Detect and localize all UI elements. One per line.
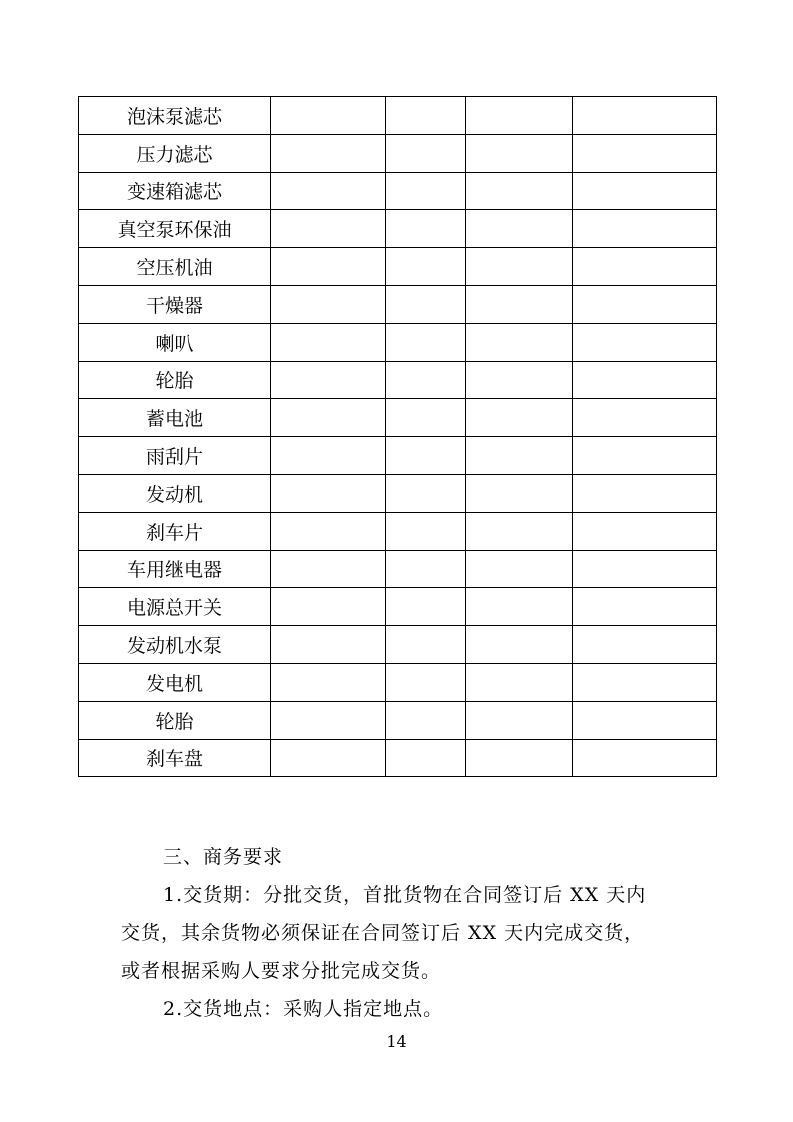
empty-cell — [466, 550, 573, 588]
table-row — [79, 172, 717, 210]
table-row — [79, 285, 717, 323]
item-name-cell: 发动机 — [79, 474, 271, 512]
item-name-cell: 电源总开关 — [79, 588, 271, 626]
empty-cell — [573, 399, 717, 437]
item-name-cell: 变速箱滤芯 — [79, 172, 271, 210]
table-row — [79, 474, 717, 512]
item-name-cell: 刹车片 — [79, 512, 271, 550]
empty-cell — [466, 588, 573, 626]
empty-cell — [573, 701, 717, 739]
empty-cell — [386, 323, 466, 361]
empty-cell — [466, 361, 573, 399]
item-name-cell: 泡沫泵滤芯 — [79, 97, 271, 135]
table-row — [79, 626, 717, 664]
empty-cell — [386, 626, 466, 664]
empty-cell — [573, 739, 717, 777]
empty-cell — [466, 285, 573, 323]
empty-cell — [573, 474, 717, 512]
empty-cell — [386, 701, 466, 739]
item-name-cell: 压力滤芯 — [79, 134, 271, 172]
empty-cell — [573, 588, 717, 626]
parts-table — [78, 96, 717, 777]
empty-cell — [466, 663, 573, 701]
empty-cell — [386, 474, 466, 512]
item-name-cell: 轮胎 — [79, 361, 271, 399]
empty-cell — [271, 323, 386, 361]
empty-cell — [466, 739, 573, 777]
empty-cell — [386, 512, 466, 550]
empty-cell — [386, 248, 466, 286]
empty-cell — [271, 172, 386, 210]
empty-cell — [271, 701, 386, 739]
empty-cell — [573, 248, 717, 286]
item-name-cell: 发动机水泵 — [79, 626, 271, 664]
empty-cell — [573, 626, 717, 664]
empty-cell — [271, 626, 386, 664]
empty-cell — [271, 663, 386, 701]
item-name-cell: 刹车盘 — [79, 739, 271, 777]
empty-cell — [271, 134, 386, 172]
table-row — [79, 399, 717, 437]
empty-cell — [466, 248, 573, 286]
empty-cell — [386, 550, 466, 588]
empty-cell — [573, 550, 717, 588]
table-row — [79, 512, 717, 550]
empty-cell — [573, 512, 717, 550]
empty-cell — [386, 361, 466, 399]
item-name-cell: 干燥器 — [79, 285, 271, 323]
delivery-location-text: 2.交货地点：采购人指定地点。 — [163, 998, 444, 1020]
table-row — [79, 97, 717, 135]
empty-cell — [271, 97, 386, 135]
item-name-cell: 发电机 — [79, 663, 271, 701]
empty-cell — [573, 97, 717, 135]
empty-cell — [271, 399, 386, 437]
delivery-period-text-end: 或者根据采购人要求分批完成交货。 — [121, 960, 442, 982]
empty-cell — [573, 437, 717, 475]
item-name-cell: 蓄电池 — [79, 399, 271, 437]
empty-cell — [466, 97, 573, 135]
table-row — [79, 701, 717, 739]
table-row — [79, 323, 717, 361]
empty-cell — [386, 437, 466, 475]
empty-cell — [271, 210, 386, 248]
delivery-period-text: 1.交货期：分批交货，首批货物在合同签订后 XX 天内 — [163, 884, 647, 906]
table-row — [79, 210, 717, 248]
empty-cell — [466, 323, 573, 361]
table-row — [79, 134, 717, 172]
empty-cell — [386, 739, 466, 777]
empty-cell — [466, 474, 573, 512]
table-row — [79, 588, 717, 626]
empty-cell — [386, 134, 466, 172]
delivery-period-text-cont: 交货，其余货物必须保证在合同签订后 XX 天内完成交货， — [121, 922, 645, 944]
empty-cell — [466, 210, 573, 248]
item-name-cell: 轮胎 — [79, 701, 271, 739]
empty-cell — [386, 172, 466, 210]
empty-cell — [466, 172, 573, 210]
empty-cell — [573, 285, 717, 323]
empty-cell — [271, 550, 386, 588]
empty-cell — [271, 248, 386, 286]
empty-cell — [466, 701, 573, 739]
empty-cell — [466, 399, 573, 437]
table-row — [79, 550, 717, 588]
empty-cell — [466, 626, 573, 664]
empty-cell — [466, 134, 573, 172]
table-row — [79, 248, 717, 286]
empty-cell — [386, 210, 466, 248]
empty-cell — [271, 361, 386, 399]
item-name-cell: 喇叭 — [79, 323, 271, 361]
page-number: 14 — [386, 1032, 407, 1051]
empty-cell — [271, 588, 386, 626]
empty-cell — [386, 285, 466, 323]
empty-cell — [386, 399, 466, 437]
empty-cell — [573, 323, 717, 361]
empty-cell — [386, 97, 466, 135]
item-name-cell: 车用继电器 — [79, 550, 271, 588]
table-row — [79, 361, 717, 399]
table-row — [79, 437, 717, 475]
empty-cell — [271, 285, 386, 323]
empty-cell — [573, 663, 717, 701]
empty-cell — [573, 134, 717, 172]
table-row — [79, 739, 717, 777]
section-heading: 三、商务要求 — [163, 846, 284, 868]
empty-cell — [386, 588, 466, 626]
parts-table-body — [79, 97, 717, 777]
item-name-cell: 雨刮片 — [79, 437, 271, 475]
empty-cell — [271, 512, 386, 550]
item-name-cell: 真空泵环保油 — [79, 210, 271, 248]
empty-cell — [573, 172, 717, 210]
empty-cell — [386, 663, 466, 701]
item-name-cell: 空压机油 — [79, 248, 271, 286]
empty-cell — [271, 437, 386, 475]
empty-cell — [573, 210, 717, 248]
empty-cell — [573, 361, 717, 399]
empty-cell — [271, 474, 386, 512]
empty-cell — [466, 512, 573, 550]
table-row — [79, 663, 717, 701]
empty-cell — [466, 437, 573, 475]
empty-cell — [271, 739, 386, 777]
